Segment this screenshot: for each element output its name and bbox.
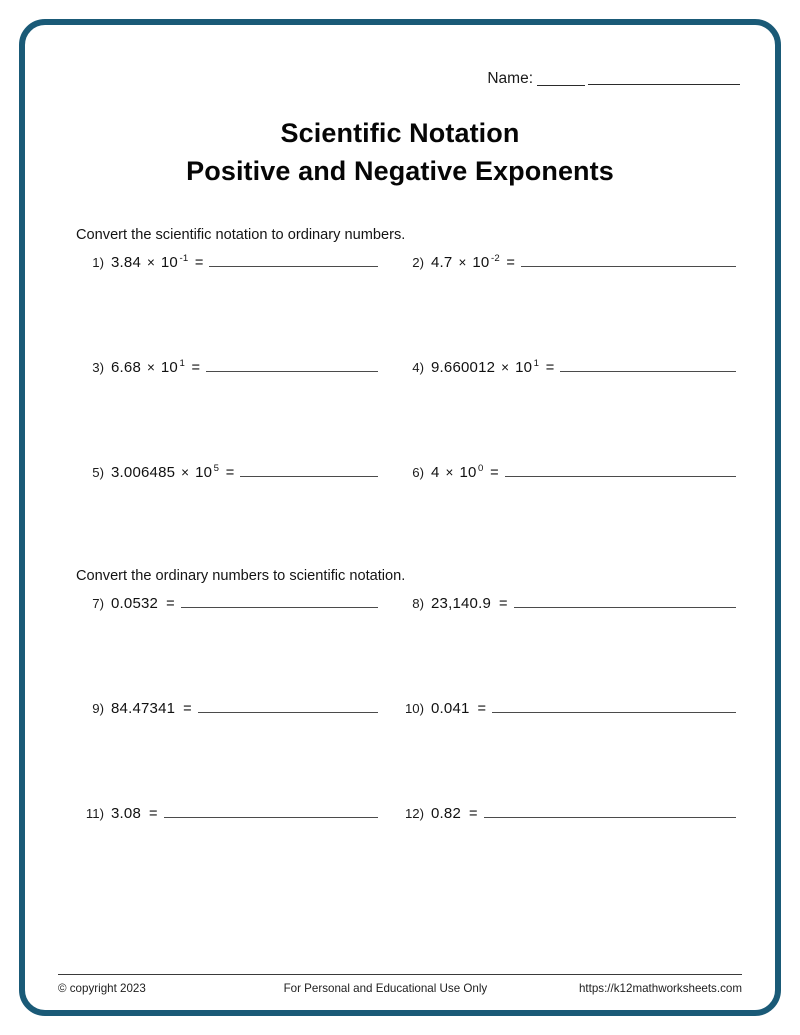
name-input-rule-segment-1[interactable]	[537, 85, 585, 86]
problem-cell	[58, 358, 400, 463]
multiplication-sign-icon: ×	[501, 359, 510, 375]
problem-expression	[111, 254, 187, 271]
problem-number: 3)	[92, 359, 104, 375]
problem-number: 5)	[92, 464, 104, 480]
exponent: 0	[478, 463, 484, 475]
coefficient: 6.68	[111, 358, 141, 376]
problem-1	[58, 253, 400, 271]
page-footer	[58, 974, 742, 995]
problem-cell	[58, 699, 400, 804]
problem-cell	[400, 699, 742, 804]
problem-7	[58, 594, 400, 612]
section-1-instruction: Convert the scientific notation to ordinary numbers.	[76, 226, 406, 243]
equals-sign: =	[490, 464, 499, 481]
problem-5	[58, 463, 400, 481]
coefficient: 23,140.9	[431, 594, 491, 612]
problem-3	[58, 358, 400, 376]
problem-expression	[431, 254, 498, 271]
equals-sign: =	[166, 595, 175, 612]
equals-sign: =	[183, 700, 192, 717]
footer-divider	[58, 974, 742, 975]
problem-cell	[400, 253, 742, 358]
answer-blank[interactable]	[198, 699, 378, 713]
answer-blank[interactable]	[492, 699, 736, 713]
base: 10	[160, 358, 178, 376]
coefficient: 3.84	[111, 253, 141, 271]
section-ordinary-to-scientific	[58, 568, 742, 909]
exponent: -1	[179, 253, 189, 265]
problem-expression	[431, 464, 482, 481]
problem-number: 1)	[92, 254, 104, 270]
section-scientific-to-ordinary	[58, 227, 742, 568]
problem-expression	[431, 805, 461, 822]
problem-expression	[111, 805, 141, 822]
multiplication-sign-icon: ×	[445, 464, 454, 480]
answer-blank[interactable]	[209, 253, 378, 267]
problem-cell	[400, 804, 742, 909]
problem-number: 9)	[92, 700, 104, 716]
answer-blank[interactable]	[521, 253, 736, 267]
base: 10	[195, 463, 213, 481]
page-title	[58, 114, 742, 191]
equals-sign: =	[149, 805, 158, 822]
coefficient: 9.660012	[431, 358, 496, 376]
problem-cell	[58, 463, 400, 568]
problem-number: 7)	[92, 595, 104, 611]
problem-cell	[400, 594, 742, 699]
problem-4	[400, 358, 742, 376]
section-2-problem-grid	[58, 594, 742, 909]
source-url: https://k12mathworksheets.com	[578, 982, 742, 995]
problem-8	[400, 594, 742, 612]
multiplication-sign-icon: ×	[147, 359, 155, 375]
usage-text: For Personal and Educational Use Only	[283, 982, 488, 995]
coefficient: 84.47341	[111, 699, 176, 717]
equals-sign: =	[191, 359, 201, 376]
name-input-rule-segment-2[interactable]	[588, 84, 740, 85]
base: 10	[515, 358, 533, 376]
multiplication-sign-icon: ×	[147, 254, 155, 270]
name-field-row	[58, 70, 742, 88]
copyright-text: © copyright 2023	[58, 982, 146, 995]
problem-12	[400, 804, 742, 822]
footer-row	[58, 982, 742, 995]
problem-expression	[431, 700, 470, 717]
problem-expression	[431, 359, 538, 376]
problem-number: 4)	[412, 359, 424, 375]
problem-expression	[111, 700, 175, 717]
name-label: Name:	[487, 70, 533, 87]
answer-blank[interactable]	[181, 594, 378, 608]
coefficient: 0.82	[431, 804, 461, 822]
answer-blank[interactable]	[514, 594, 736, 608]
problem-number: 6)	[412, 464, 424, 480]
problem-11	[58, 804, 400, 822]
problem-2	[400, 253, 742, 271]
coefficient: 0.041	[431, 699, 470, 717]
problem-cell	[400, 358, 742, 463]
coefficient: 4.7	[431, 253, 453, 271]
worksheet-content	[20, 18, 780, 1017]
exponent: 1	[533, 358, 540, 370]
equals-sign: =	[499, 595, 508, 612]
answer-blank[interactable]	[484, 804, 736, 818]
problem-expression	[431, 595, 491, 612]
coefficient: 3.006485	[111, 463, 176, 481]
problem-6	[400, 463, 742, 481]
problem-cell	[58, 594, 400, 699]
exponent: -2	[490, 253, 500, 265]
base: 10	[472, 253, 490, 271]
problem-9	[58, 699, 400, 717]
equals-sign: =	[194, 254, 204, 271]
exponent: 5	[213, 463, 220, 475]
equals-sign: =	[545, 359, 555, 376]
answer-blank[interactable]	[206, 358, 378, 372]
answer-blank[interactable]	[505, 463, 736, 477]
equals-sign: =	[225, 464, 235, 481]
exponent: 1	[179, 358, 186, 370]
equals-sign: =	[469, 805, 478, 822]
section-2-instruction: Convert the ordinary numbers to scientific notation.	[76, 567, 406, 584]
answer-blank[interactable]	[240, 463, 378, 477]
problem-number: 10)	[404, 700, 424, 716]
equals-sign: =	[506, 254, 515, 271]
problem-cell	[58, 804, 400, 909]
coefficient: 4	[431, 463, 440, 481]
problem-number: 11)	[85, 805, 104, 821]
base: 10	[160, 253, 178, 271]
problem-number: 12)	[404, 805, 424, 821]
equals-sign: =	[477, 700, 487, 717]
coefficient: 0.0532	[111, 594, 159, 612]
section-1-problem-grid	[58, 253, 742, 568]
multiplication-sign-icon: ×	[181, 464, 190, 480]
problem-expression	[111, 595, 158, 612]
problem-number: 2)	[412, 254, 424, 270]
coefficient: 3.08	[111, 804, 141, 822]
base: 10	[459, 463, 477, 481]
problem-number: 8)	[412, 595, 424, 611]
problem-cell	[400, 463, 742, 568]
answer-blank[interactable]	[560, 358, 736, 372]
problem-10	[400, 699, 742, 717]
problem-expression	[111, 359, 184, 376]
answer-blank[interactable]	[164, 804, 378, 818]
title-line-1: Scientific Notation	[280, 118, 520, 148]
title-line-2: Positive and Negative Exponents	[186, 156, 614, 187]
multiplication-sign-icon: ×	[458, 254, 467, 270]
problem-expression	[111, 464, 218, 481]
problem-cell	[58, 253, 400, 358]
